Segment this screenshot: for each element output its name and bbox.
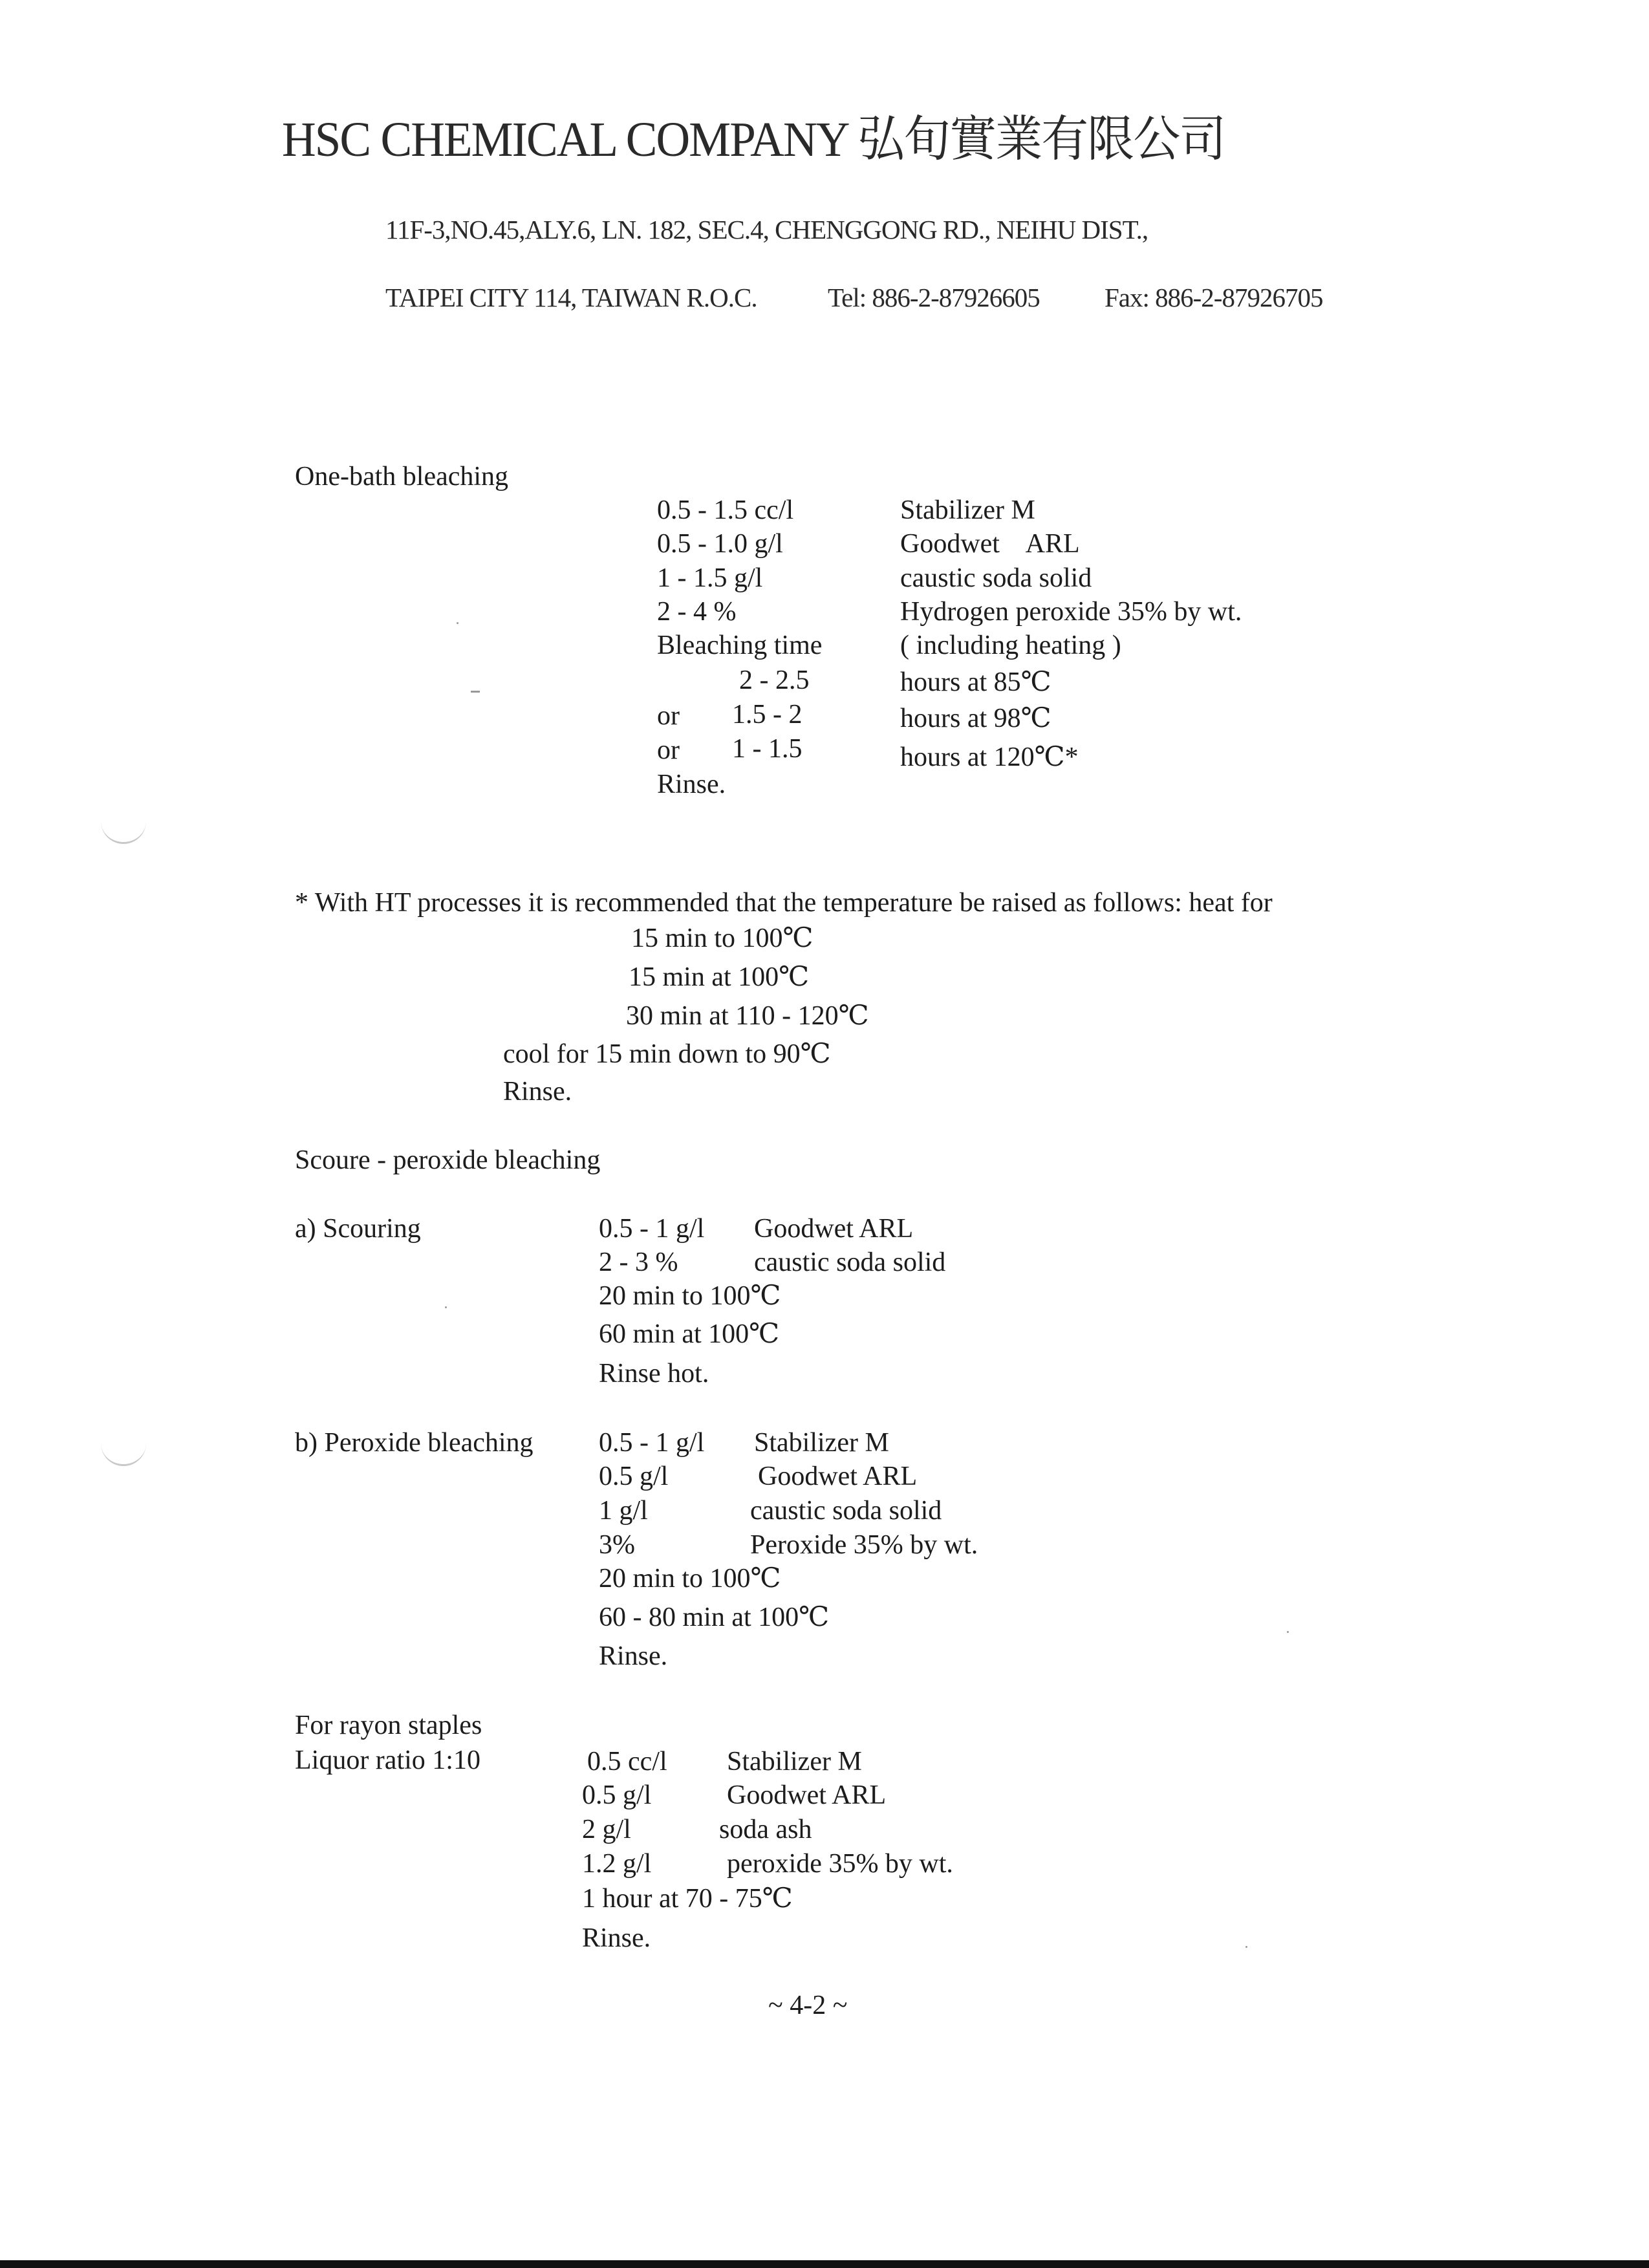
scan-speck (445, 1306, 447, 1308)
ht-step: 30 min at 110 - 120℃ (626, 1001, 869, 1031)
ht-step: 15 min to 100℃ (631, 923, 814, 953)
time-value: 2 - 2.5 (739, 665, 810, 695)
item-cell: caustic soda solid (900, 563, 1092, 593)
item-cell: Hydrogen peroxide 35% by wt. (900, 597, 1242, 627)
item-cell: Peroxide 35% by wt. (750, 1530, 978, 1560)
rayon-label: For rayon staples (295, 1711, 482, 1740)
rinse-step: Rinse. (503, 1077, 572, 1107)
process-step: 20 min to 100℃ (599, 1564, 781, 1593)
scan-bottom-edge (0, 2260, 1649, 2268)
amount-cell: 0.5 g/l (599, 1462, 669, 1491)
punch-hole-mark (101, 1442, 146, 1466)
rinse-step: Rinse. (657, 770, 726, 799)
item-cell: Stabilizer M (727, 1747, 862, 1777)
process-step: 1 hour at 70 - 75℃ (582, 1884, 793, 1914)
process-step: Rinse hot. (599, 1359, 709, 1388)
item-cell: Goodwet ARL (727, 1780, 887, 1810)
amount-cell: 0.5 - 1.0 g/l (657, 529, 783, 559)
item-cell: caustic soda solid (750, 1496, 942, 1526)
amount-cell: Bleaching time (657, 631, 823, 660)
amount-cell: 1 g/l (599, 1496, 648, 1526)
section-title-one-bath: One-bath bleaching (295, 462, 509, 491)
item-cell: Goodwet ARL (758, 1462, 918, 1491)
item-cell: soda ash (719, 1815, 812, 1844)
amount-cell: 0.5 g/l (582, 1780, 652, 1810)
process-step: 60 min at 100℃ (599, 1319, 780, 1349)
liquor-ratio-label: Liquor ratio 1:10 (295, 1745, 480, 1775)
time-value: 1.5 - 2 (732, 700, 803, 729)
process-step: Rinse. (582, 1923, 651, 1953)
process-step: 20 min to 100℃ (599, 1281, 781, 1311)
amount-cell: 2 - 4 % (657, 597, 737, 627)
telephone: Tel: 886-2-87926605 (828, 283, 1040, 312)
item-cell: Goodwet ARL (900, 529, 1080, 559)
item-cell: Stabilizer M (754, 1428, 889, 1458)
ht-step: 15 min at 100℃ (629, 962, 810, 992)
scan-speck (471, 691, 480, 693)
amount-cell: 0.5 cc/l (587, 1747, 667, 1777)
item-cell: Goodwet ARL (754, 1214, 914, 1244)
time-prefix: or (657, 701, 680, 731)
scan-speck (1287, 1631, 1289, 1633)
scan-speck (1245, 1946, 1247, 1948)
item-cell: peroxide 35% by wt. (727, 1849, 953, 1879)
address-line-2: TAIPEI CITY 114, TAIWAN R.O.C. (385, 283, 757, 312)
amount-cell: 2 g/l (582, 1815, 631, 1844)
amount-cell: 3% (599, 1530, 635, 1560)
scouring-label: a) Scouring (295, 1214, 421, 1244)
amount-cell: 1.2 g/l (582, 1849, 652, 1879)
ht-note-intro: * With HT processes it is recommended that the temperature be raised as follows: heat for (295, 888, 1273, 918)
process-step: 60 - 80 min at 100℃ (599, 1603, 830, 1632)
time-condition: hours at 98℃ (900, 704, 1051, 733)
time-prefix: or (657, 735, 680, 765)
process-step: Rinse. (599, 1641, 668, 1671)
fax: Fax: 886-2-87926705 (1105, 283, 1323, 312)
item-cell: Stabilizer M (900, 495, 1035, 525)
ht-cool-step: cool for 15 min down to 90℃ (503, 1039, 831, 1069)
address-line-1: 11F-3,NO.45,ALY.6, LN. 182, SEC.4, CHENGGONG RD., NEIHU DIST., (385, 215, 1148, 244)
amount-cell: 0.5 - 1.5 cc/l (657, 495, 794, 525)
amount-cell: 0.5 - 1 g/l (599, 1214, 705, 1244)
item-cell: caustic soda solid (754, 1247, 946, 1277)
amount-cell: 0.5 - 1 g/l (599, 1428, 705, 1458)
section-title-scoure: Scoure - peroxide bleaching (295, 1145, 601, 1175)
item-cell: ( including heating ) (900, 631, 1121, 660)
time-condition: hours at 120℃* (900, 742, 1079, 772)
time-condition: hours at 85℃ (900, 667, 1051, 697)
page-number: ~ 4-2 ~ (768, 1991, 848, 2020)
company-name: HSC CHEMICAL COMPANY 弘旬實業有限公司 (282, 113, 1225, 167)
amount-cell: 1 - 1.5 g/l (657, 563, 763, 593)
scan-speck (457, 622, 458, 624)
peroxide-bleaching-label: b) Peroxide bleaching (295, 1428, 534, 1458)
punch-hole-mark (101, 820, 146, 844)
time-value: 1 - 1.5 (732, 734, 803, 764)
amount-cell: 2 - 3 % (599, 1247, 678, 1277)
